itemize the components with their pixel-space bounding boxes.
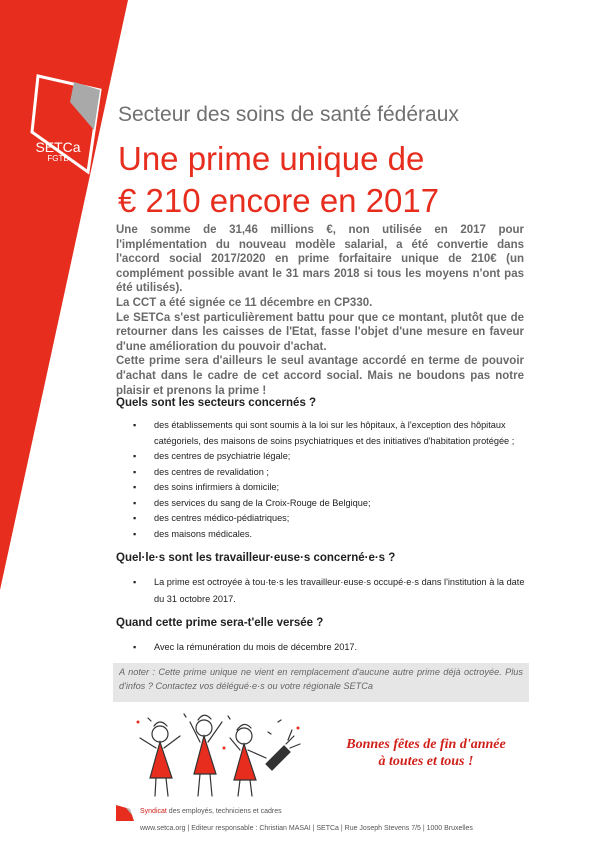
intro-text (116, 223, 524, 398)
page-title (118, 138, 439, 222)
list-item: ▪ Avec la rémunération du mois de décembre 2017. (133, 640, 528, 654)
party-people-illustration (128, 708, 308, 800)
intro-paragraph: Cette prime sera d'ailleurs le seul avantage accordé en terme de pouvoir d'achat dans le cadre de cet accord social. Mais ne boudons pas notre plaisir et prenons la prime ! (116, 355, 524, 397)
list-item: ▪ des soins infirmiers à domicile; (133, 480, 528, 496)
list-item: ▪ des services du sang de la Croix-Rouge de Belgique; (133, 496, 528, 512)
season-greeting (300, 736, 552, 770)
list-item: ▪ des maisons médicales. (133, 527, 528, 543)
list-item: ▪ des centres médico-pédiatriques; (133, 511, 528, 527)
intro-paragraph: Le SETCa s'est particulièrement battu pour que ce montant, plutôt que de retourner dans les caisses de l'Etat, fasse l'objet d'une mesure en faveur d'une amélioration du pouvoir d'achat. (116, 311, 524, 353)
intro-paragraph: La CCT a été signée ce 11 décembre en CP330. (116, 296, 373, 309)
list-item: ▪ La prime est octroyée à tou·te·s les travailleur·euse·s occupé·e·s dans l'institution à la date du 31 octobre 2017. (133, 574, 528, 607)
section-heading-sectors: Quels sont les secteurs concernés ? (116, 397, 317, 409)
sectors-list (133, 418, 528, 542)
title-line-2: € 210 encore en 2017 (118, 182, 440, 219)
section-heading-workers: Quel·le·s sont les travailleur·euse·s concerné·e·s ? (116, 552, 396, 564)
note-box: A noter : Cette prime unique ne vient en remplacement d'aucune autre prime déjà octroyée. Plus d'infos ? Contactez vos délégué·e·s ou votre régionale SETCa (113, 663, 529, 702)
greeting-line-1: Bonnes fêtes de fin d'année (346, 737, 506, 752)
greeting-line-2: à toutes et tous ! (378, 754, 474, 769)
setca-logo-icon (30, 72, 110, 182)
footer-syndicat: Syndicat (140, 808, 167, 815)
workers-list (133, 574, 528, 607)
footer-address: www.setca.org | Editeur responsable : Christian MASAI | SETCa | Rue Joseph Stevens 7/5 | 1000 Bruxelles (140, 825, 473, 832)
footer-tagline (140, 808, 282, 815)
intro-paragraph: Une somme de 31,46 millions €, non utilisée en 2017 pour l'implémentation du nouveau modèle salarial, a été convertie dans l'accord social 2017/2020 en prime forfaitaire unique de 210€ (un complément possible avant le 31 mars 2018 si tous les moyens n'ont pas été utilisés). (116, 224, 524, 295)
logo-name: SETCa (35, 139, 81, 155)
page-subtitle: Secteur des soins de santé fédéraux (118, 103, 459, 126)
list-item: ▪ des centres de psychiatrie légale; (133, 449, 528, 465)
setca-footer-icon (116, 805, 134, 821)
setca-logo-text (33, 140, 83, 164)
section-heading-payment: Quand cette prime sera-t'elle versée ? (116, 617, 324, 629)
footer-tagline-text: des employés, techniciens et cadres (166, 808, 282, 815)
list-item: ▪ des centres de revalidation ; (133, 465, 528, 481)
payment-list (133, 640, 528, 654)
title-line-1: Une prime unique de (118, 140, 425, 177)
logo-sub: FGTB (47, 154, 69, 163)
list-item: ▪ des établissements qui sont soumis à la loi sur les hôpitaux, à l'exception des hôpitaux catégoriels, des maisons de soins psychiatriques et des initiatives d'habitation protégée ; (133, 418, 528, 449)
